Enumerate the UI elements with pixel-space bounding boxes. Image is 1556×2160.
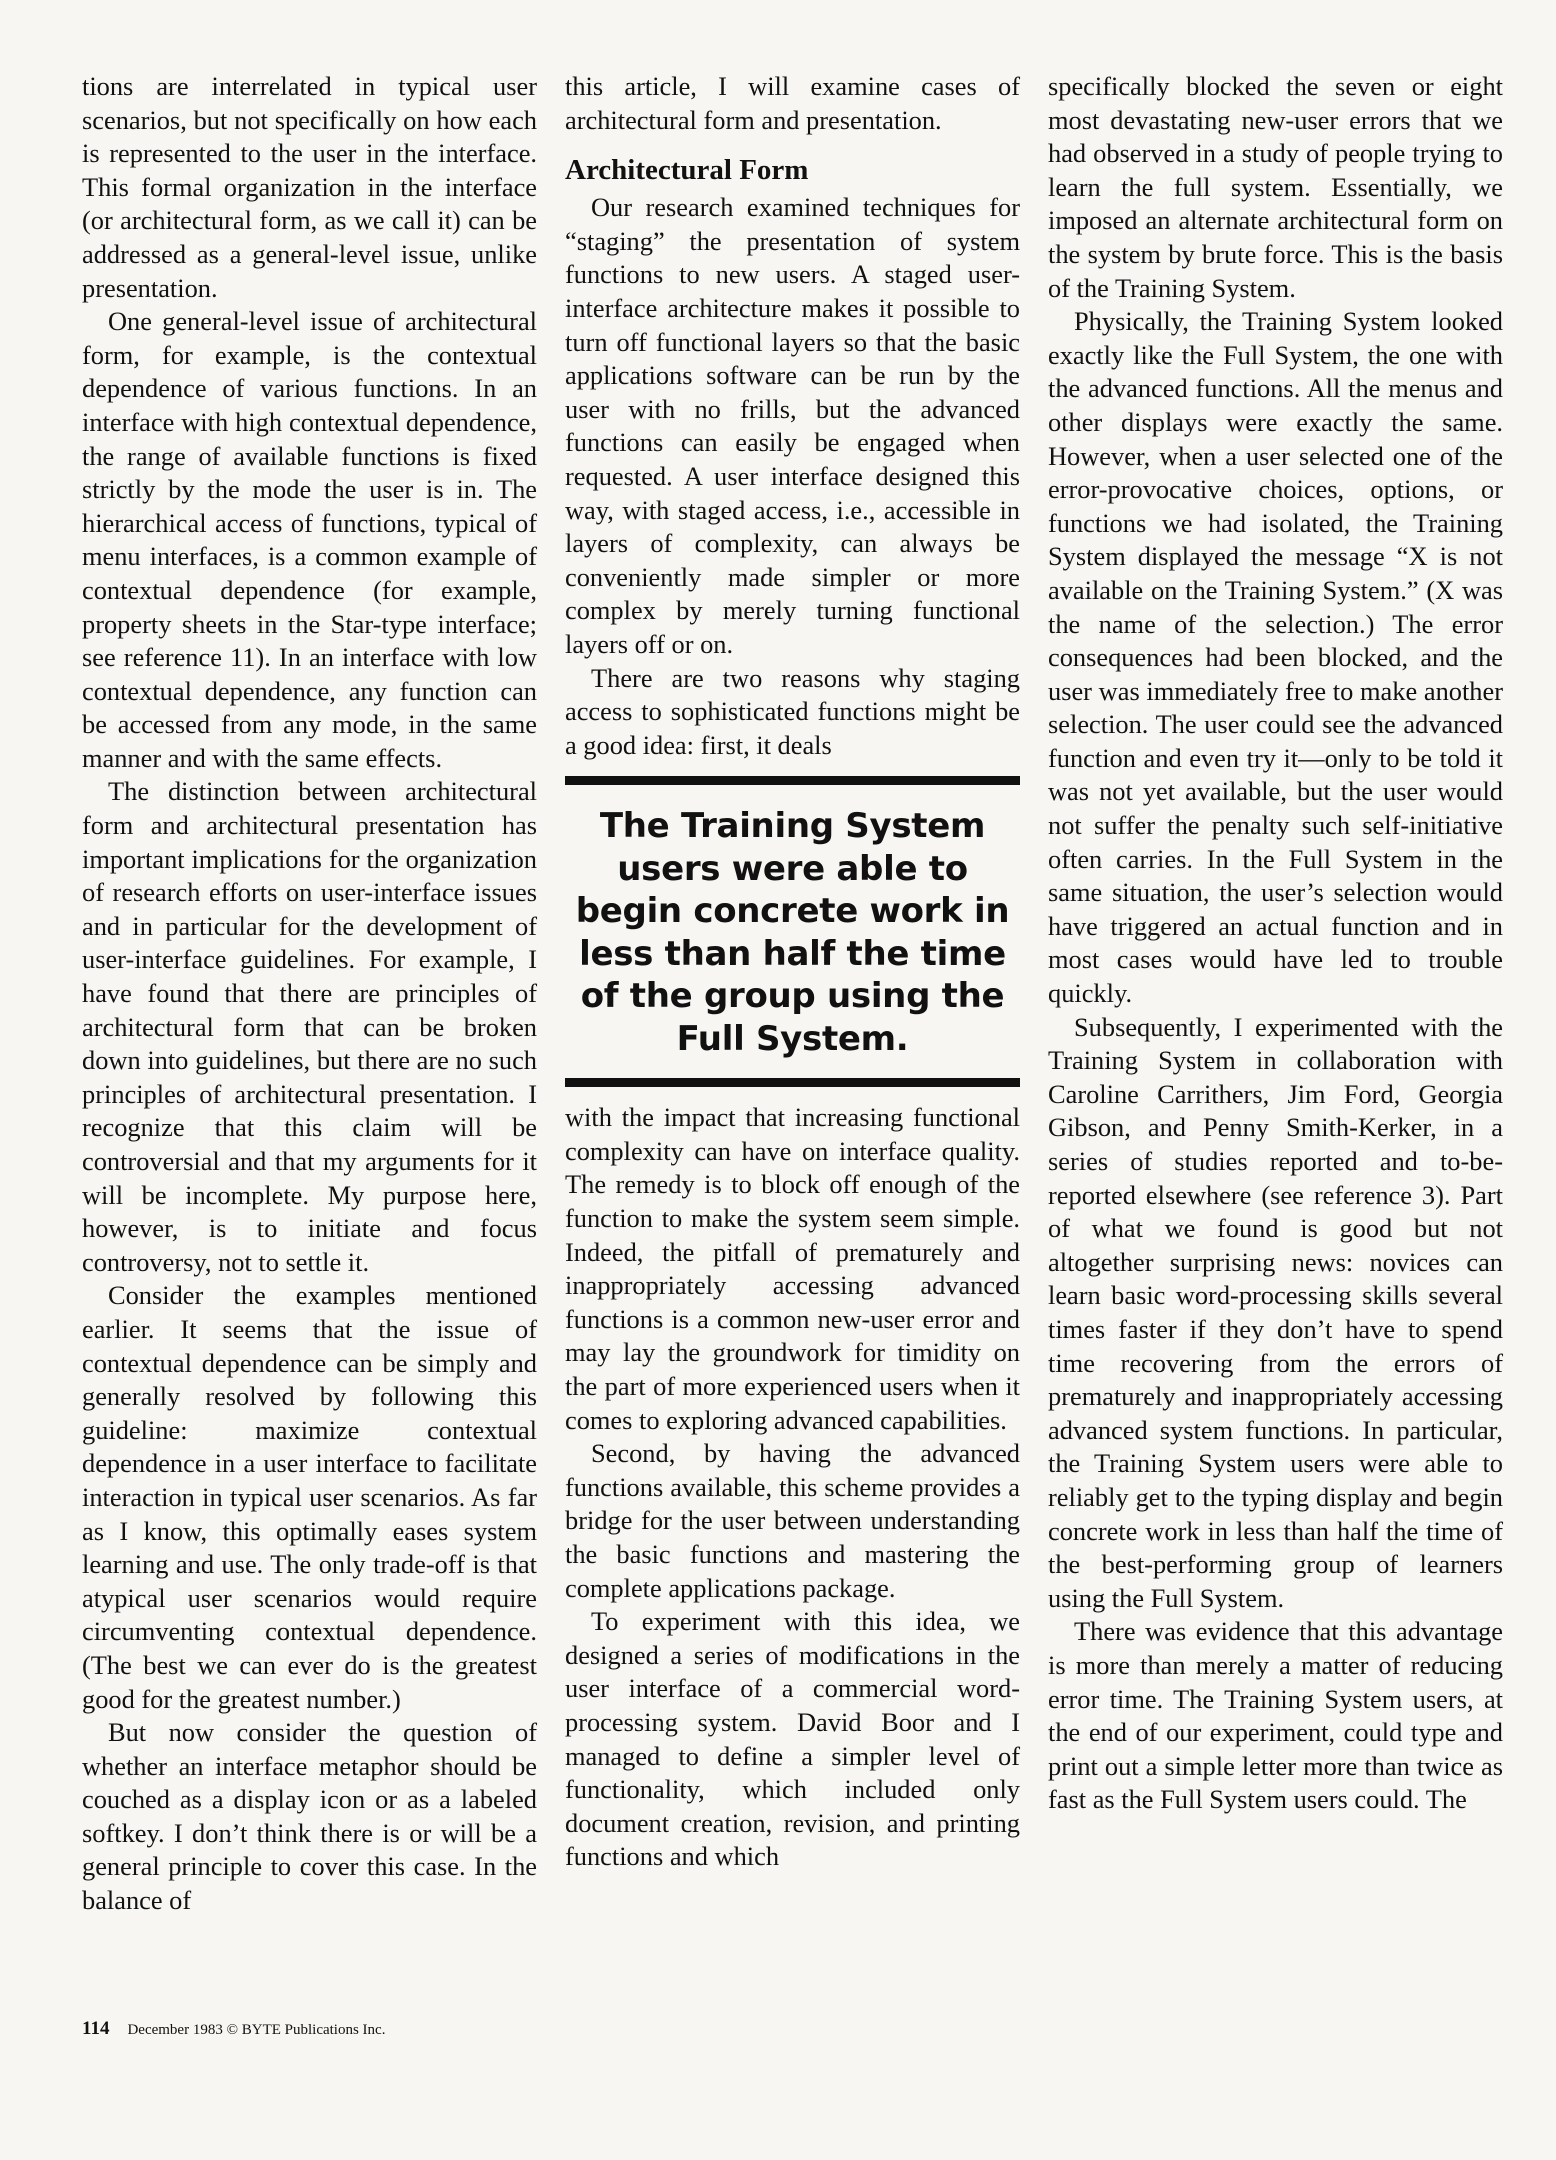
body-paragraph: Physically, the Training System looked exactly like the Full System, the one with the advanced functions. All the menus and other displays were exactly the same. However, when a user selected one of the error-provocative choices, options, or functions we had isolated, the Training System displayed the message “X is not available on the Training System.” (X was the name of the selection.) The error consequences had been blocked, and the user was immediately free to make another selection. The user could see the advanced function and even try it—only to be told it was not yet available, but the user would not suffer the penalty such self-initiative often carries. In the Full System in the same situation, the user’s selection would have triggered an actual function and in most cases would have led to trouble quickly. (1048, 306, 1503, 1009)
text-column-1 (82, 70, 537, 1918)
section-heading: Architectural Form (565, 154, 809, 187)
body-paragraph: Consider the examples mentioned earlier. It seems that the issue of contextual dependence can be simply and generally resolved by following this guideline: maximize contextual dependence in a user interface to facilitate interaction in typical user scenarios. As far as I know, this optimally eases system learning and use. The only trade-off is that atypical user scenarios would require circumventing contextual dependence. (The best we can ever do is the greatest good for the greatest number.) (82, 1280, 537, 1714)
body-paragraph: Our research examined techniques for “staging” the presentation of system functions to new users. A staged user-interface architecture makes it possible to turn off functional layers so that the basic applications software can be run by the user with no frills, but the advanced functions can easily be engaged when requested. A user interface designed this way, with staged access, i.e., accessible in layers of complexity, can always be conveniently made simpler or more complex by merely turning functional layers off or on. (565, 192, 1020, 659)
page-footer (82, 2018, 385, 2040)
body-paragraph: Second, by having the advanced functions available, this scheme provides a bridge for the user between understanding the basic functions and mastering the complete applications package. (565, 1438, 1020, 1603)
text-column-3 (1048, 70, 1503, 1817)
body-paragraph: There are two reasons why staging access to sophisticated functions might be a good idea: first, it deals (565, 662, 1020, 760)
body-paragraph: specifically blocked the seven or eight most devastating new-user errors that we had observed in a study of people trying to learn the full system. Essentially, we imposed an alternate architectural form on the system by brute force. This is the basis of the Training System. (1048, 71, 1503, 303)
body-paragraph: One general-level issue of architectural form, for example, is the contextual dependence of various functions. In an interface with high contextual dependence, the range of available functions is fixed strictly by the mode the user is in. The hierarchical access of functions, typical of menu interfaces, is a common example of contextual dependence (for example, property sheets in the Star-type interface; see reference 11). In an interface with low contextual dependence, any function can be accessed from any mode, in the same manner and with the same effects. (82, 306, 537, 773)
body-paragraph: Subsequently, I experimented with the Training System in collaboration with Caroline Carrithers, Jim Ford, Georgia Gibson, and Penny Smith-Kerker, in a series of studies reported and to-be-reported elsewhere (see reference 3). Part of what we found is good but not altogether surprising news: novices can learn basic word-processing skills several times faster if they don’t have to spend time recovering from the errors of prematurely and inappropriately accessing advanced system functions. In particular, the Training System users were able to reliably get to the typing display and begin concrete work in less than half the time of the best-performing group of learners using the Full System. (1048, 1011, 1503, 1613)
pull-quote-bottom-rule (565, 1078, 1020, 1087)
text-column-2 (565, 70, 1020, 1874)
body-paragraph: The distinction between architectural form and architectural presentation has important implications for the organization of research efforts on user-interface issues and in particular for the development of user-interface guidelines. For example, I have found that there are principles of architectural form that can be broken down into guidelines, but there are no such principles of architectural presentation. I recognize that this claim will be controversial and that my arguments for it will be incomplete. My purpose here, however, is to initiate and focus controversy, not to settle it. (82, 776, 537, 1277)
body-paragraph: this article, I will examine cases of architectural form and presentation. (565, 71, 1020, 135)
body-paragraph: To experiment with this idea, we designed a series of modifications in the user interface of a commercial word-processing system. David Boor and I managed to define a simpler level of functionality, which included only document creation, revision, and printing functions and which (565, 1606, 1020, 1872)
body-paragraph: with the impact that increasing functional complexity can have on interface quality. The remedy is to block off enough of the function to make the system seem simple. Indeed, the pitfall of prematurely and inappropriately accessing advanced functions is a common new-user error and may lay the groundwork for timidity on the part of more experienced users when it comes to exploring advanced capabilities. (565, 1102, 1020, 1435)
body-paragraph: There was evidence that this advantage is more than merely a matter of reducing error time. The Training System users, at the end of our experiment, could type and print out a simple letter more than twice as fast as the Full System users could. The (1048, 1616, 1503, 1815)
body-paragraph: tions are interrelated in typical user scenarios, but not specifically on how each is represented to the user in the interface. This formal organization in the interface (or architectural form, as we call it) can be addressed as a general-level issue, unlike presentation. (82, 71, 537, 303)
publication-credit: December 1983 © BYTE Publications Inc. (127, 2022, 386, 2038)
pull-quote (565, 776, 1020, 1087)
page-number: 114 (82, 2018, 110, 2039)
pull-quote-top-rule (565, 776, 1020, 785)
body-paragraph: But now consider the question of whether an interface metaphor should be couched as a display icon or as a labeled softkey. I don’t think there is or will be a general principle to cover this case. In the balance of (82, 1717, 537, 1916)
pull-quote-text: The Training System users were able to begin concrete work in less than half the time of the group using the Full System. (575, 806, 1010, 1059)
